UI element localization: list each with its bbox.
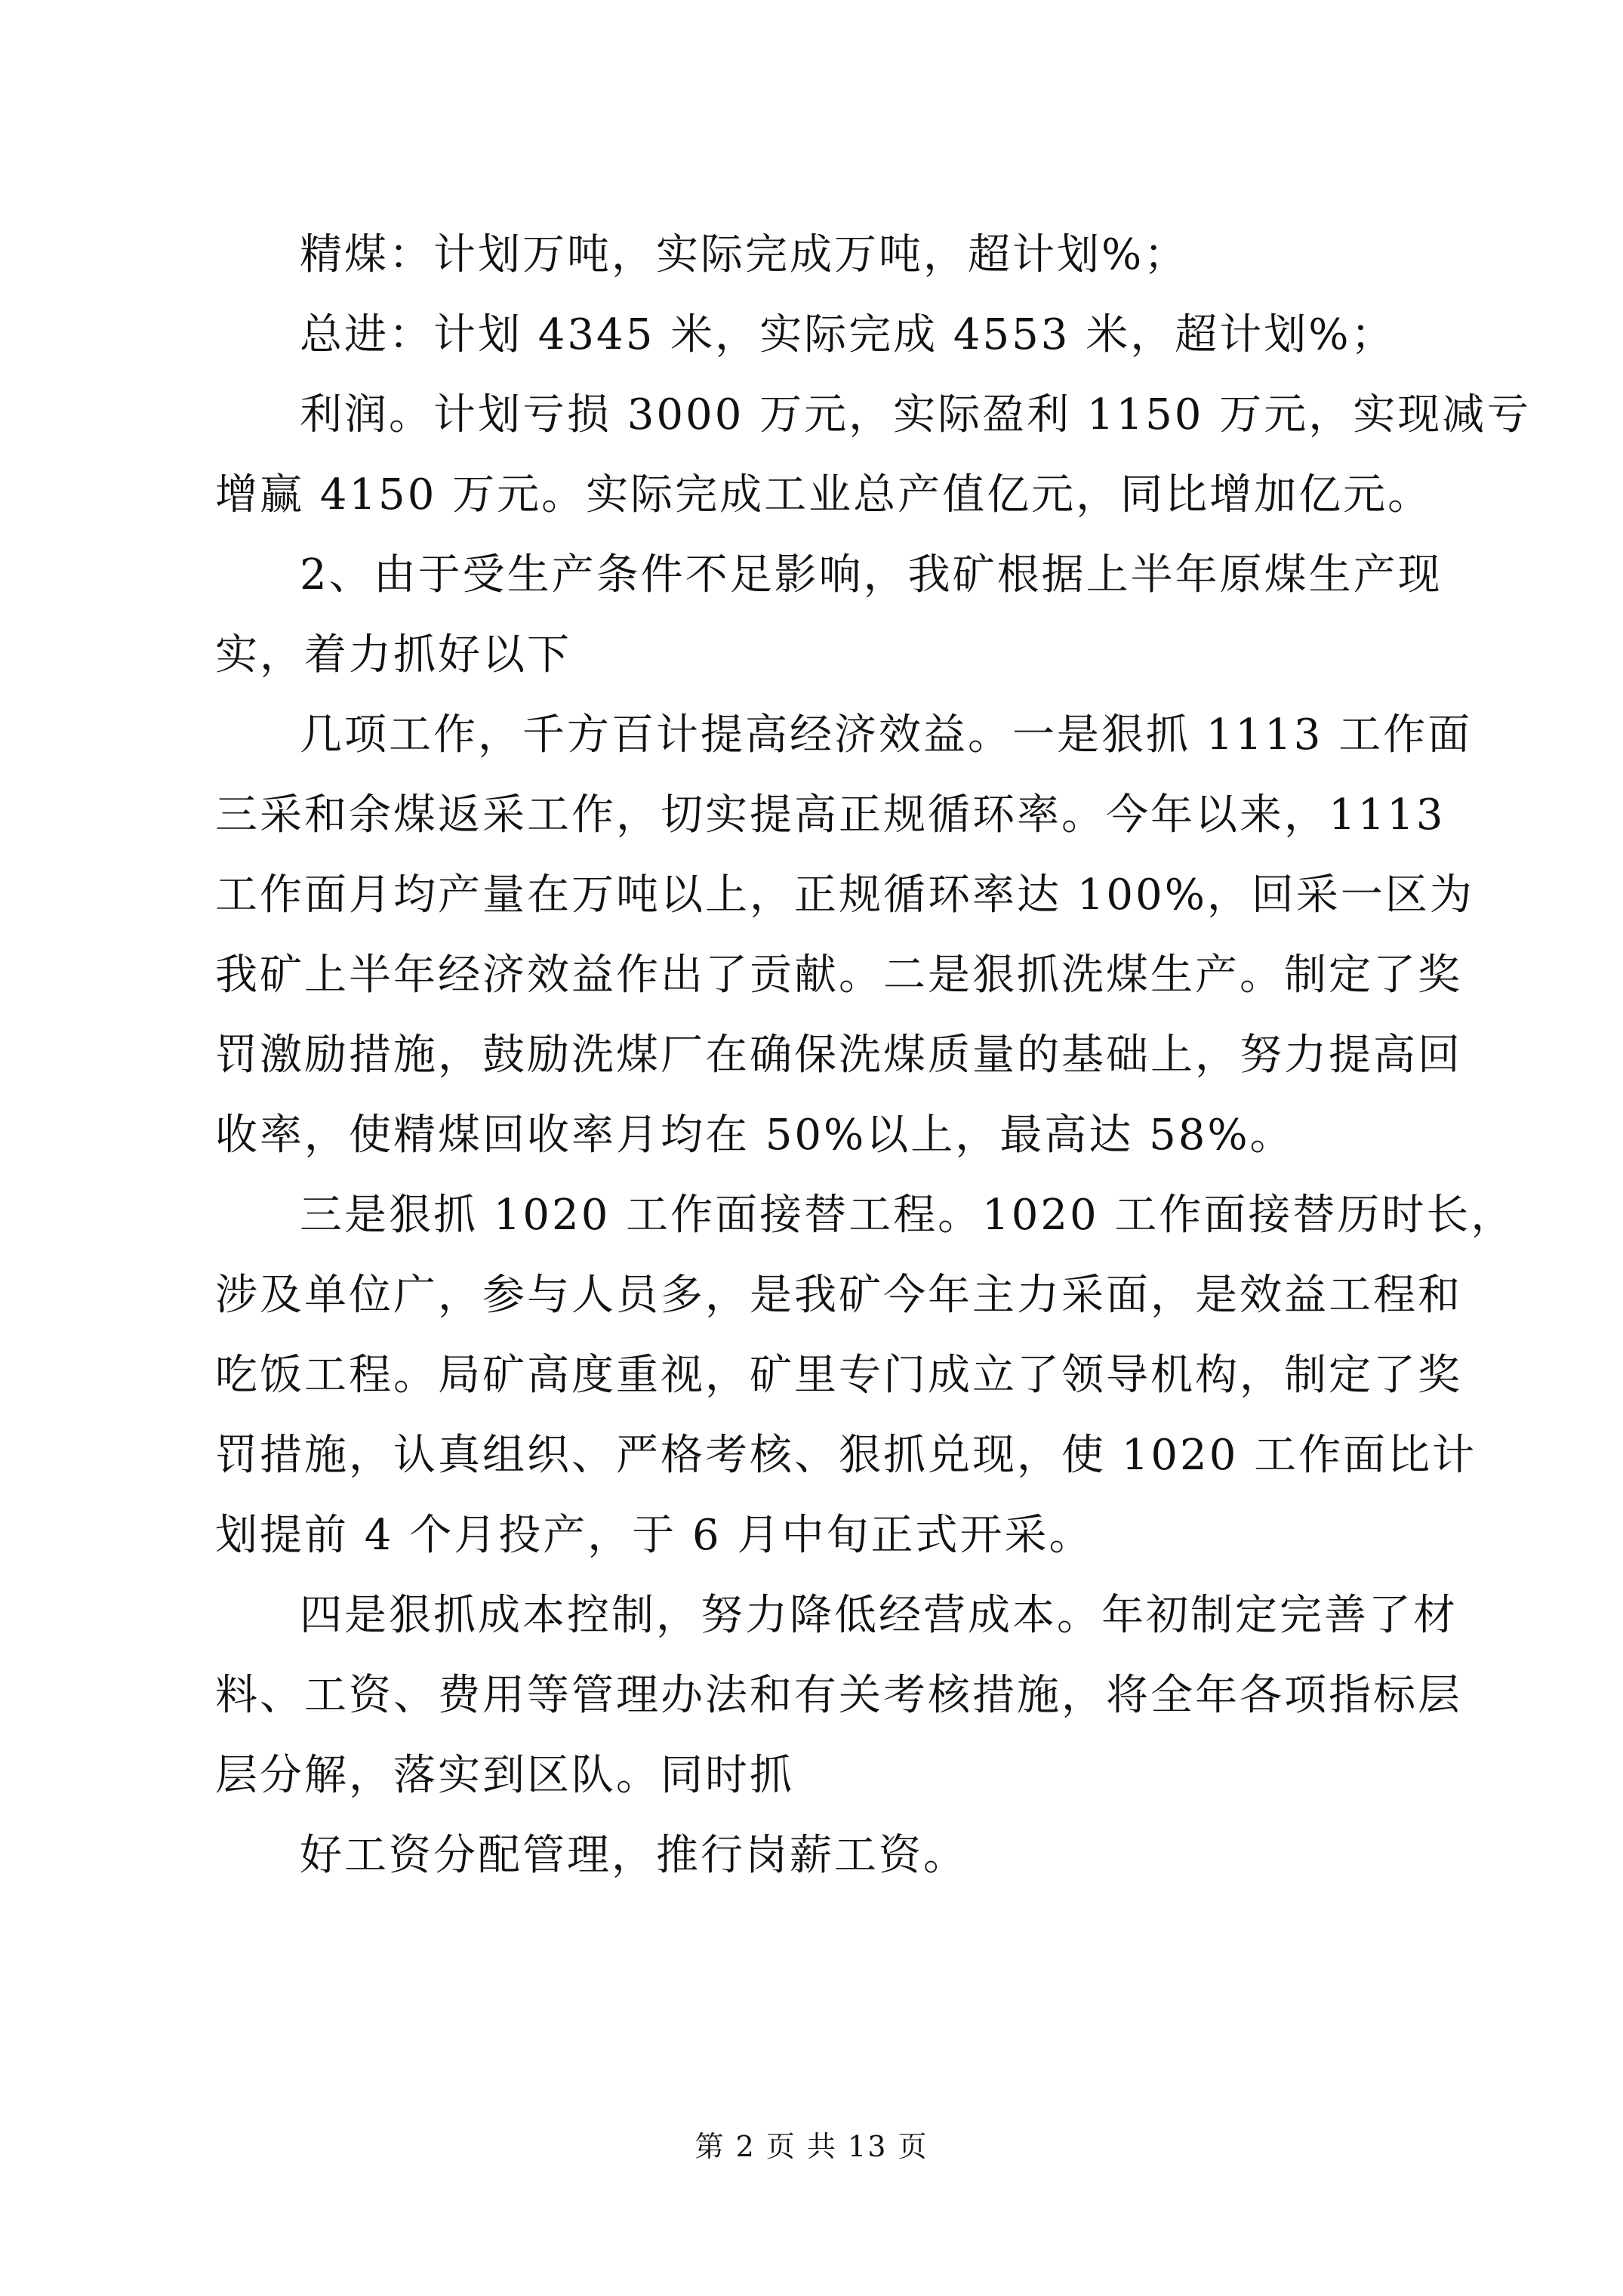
paragraph-work-items: [215, 695, 1474, 1176]
paragraph-wage: [215, 1816, 1438, 1896]
text-line: 增赢 4150 万元。实际完成工业总产值亿元，同比增加亿元。: [215, 470, 1433, 519]
text-line: 工作面月均产量在万吨以上，正规循环率达 100%，回采一区为: [215, 871, 1474, 920]
body-text: [215, 215, 1532, 1896]
text-line: 我矿上半年经济效益作出了贡献。二是狠抓洗煤生产。制定了奖: [215, 951, 1462, 1000]
text-line: 几项工作，千方百计提高经济效益。一是狠抓 1113 工作面: [300, 710, 1473, 760]
page-number-footer: 第 2 页 共 13 页: [694, 2130, 929, 2163]
text-line: 总进：计划 4345 米，实际完成 4553 米，超计划%；: [300, 310, 1396, 359]
text-line: 罚激励措施，鼓励洗煤厂在确保洗煤质量的基础上，努力提高回: [215, 1031, 1462, 1080]
text-line: 2、由于受生产条件不足影响，我矿根据上半年原煤生产现: [300, 550, 1443, 599]
text-line: 罚措施，认真组织、严格考核、狠抓兑现，使 1020 工作面比计: [215, 1431, 1477, 1480]
text-line: 吃饭工程。局矿高度重视，矿里专门成立了领导机构，制定了奖: [215, 1351, 1462, 1400]
paragraph-profit: [215, 375, 1532, 535]
text-line: 收率，使精煤回收率月均在 50%以上，最高达 58%。: [215, 1111, 1295, 1160]
paragraph-workface-1020: [215, 1176, 1516, 1576]
text-line: 层分解，落实到区队。同时抓: [215, 1751, 794, 1800]
text-line: 利润。计划亏损 3000 万元，实际盈利 1150 万元，实现减亏: [300, 390, 1532, 439]
text-line: 料、工资、费用等管理办法和有关考核措施，将全年各项指标层: [215, 1671, 1462, 1720]
paragraph-cost-control: [215, 1576, 1462, 1816]
text-line: 四是狠抓成本控制，努力降低经营成本。年初制定完善了材: [300, 1591, 1458, 1640]
text-line: 精煤：计划万吨，实际完成万吨，超计划%；: [300, 230, 1189, 279]
paragraph-refined-coal: [215, 215, 1438, 295]
text-line: 实，着力抓好以下: [215, 630, 571, 680]
text-line: 三采和余煤返采工作，切实提高正规循环率。今年以来，1113: [215, 791, 1446, 840]
text-line: 划提前 4 个月投产，于 6 月中旬正式开采。: [215, 1511, 1094, 1560]
text-line: 涉及单位广，参与人员多，是我矿今年主力采面，是效益工程和: [215, 1271, 1462, 1320]
paragraph-item-2: [215, 535, 1443, 695]
text-line: 好工资分配管理，推行岗薪工资。: [300, 1831, 968, 1880]
paragraph-total-footage: [215, 295, 1438, 375]
text-line: 三是狠抓 1020 工作面接替工程。1020 工作面接替历时长，: [300, 1191, 1516, 1240]
